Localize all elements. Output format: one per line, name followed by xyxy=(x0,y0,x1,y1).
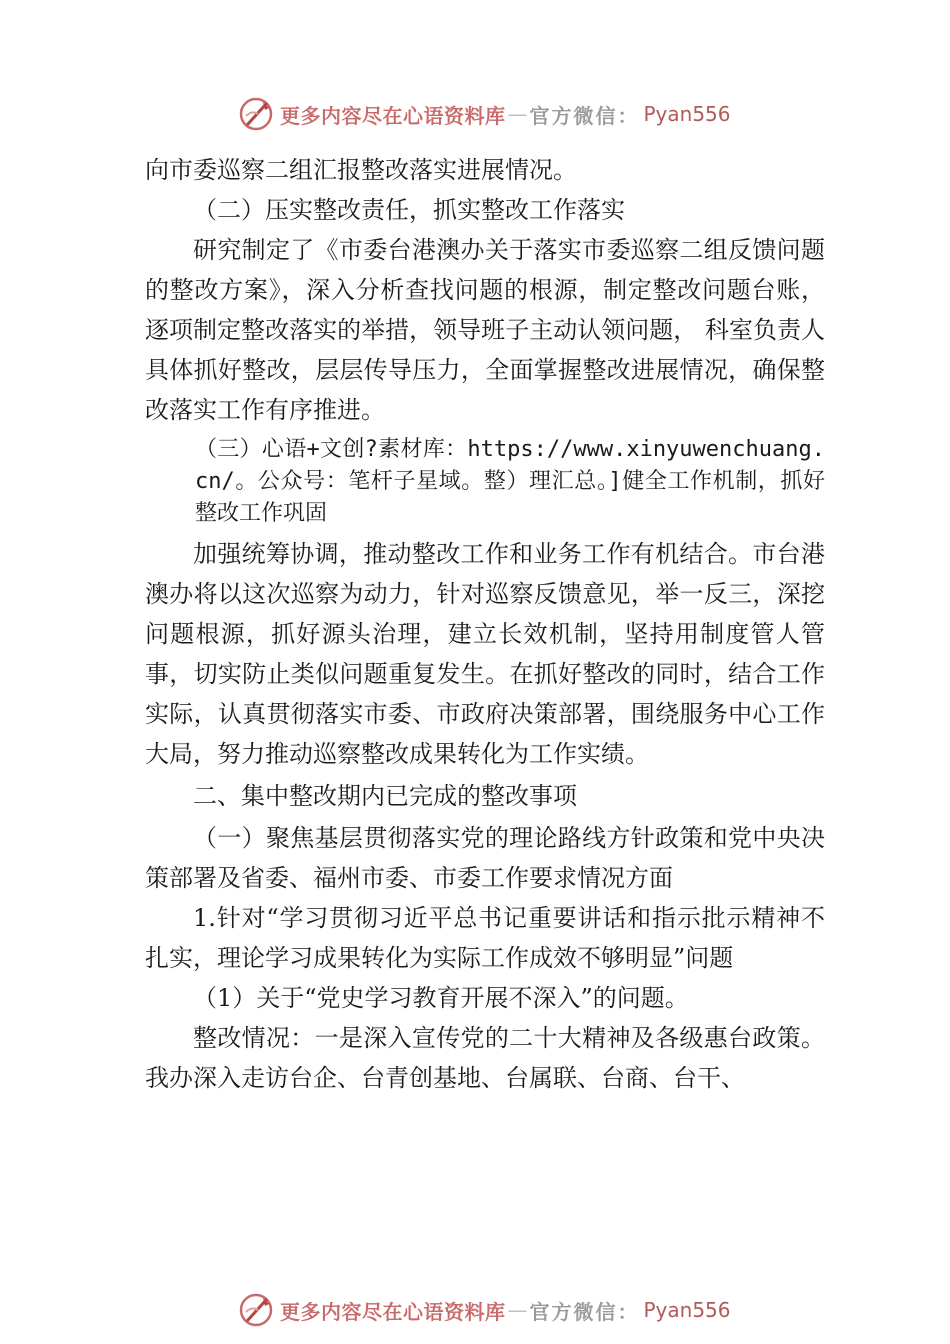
paragraph-5: 加强统筹协调，推动整改工作和业务工作有机结合。市台港澳办将以这次巡察为动力，针对巡察反馈意见，举一反三，深挖问题根源，抓好源头治理，建立长效机制，坚持用制度管人管事，切实防止类似问题重复发生。在抓好整改的同时，结合工作实际，认真贯彻落实市委、市政府决策部署，围绕服务中心工作大局，努力推动巡察整改成果转化为工作实绩。 xyxy=(145,540,825,768)
footer-banner xyxy=(236,1290,731,1330)
footer-brand-text: 更多内容尽在心语资料库 xyxy=(280,1299,506,1324)
item-1: 1.针对“学习贯彻习近平总书记重要讲话和指示批示精神不扎实，理论学习成果转化为实际工作成效不够明显”问题 xyxy=(145,904,825,972)
header-dash: — xyxy=(507,102,528,126)
subheading-1: （一）聚焦基层贯彻落实党的理论路线方针政策和党中央决策部署及省委、福州市委、市委工作要求情况方面 xyxy=(145,824,825,892)
rectification-paragraph: 整改情况：一是深入宣传党的二十大精神及各级惠台政策。我办深入走访台企、台青创基地、台属联、台商、台干、 xyxy=(145,1024,825,1092)
header-banner xyxy=(236,94,731,134)
pen-logo-icon xyxy=(236,94,276,134)
heading-2: （二）压实整改责任，抓实整改工作落实 xyxy=(193,196,625,224)
paragraph-3: 研究制定了《市委台港澳办关于落实市委巡察二组反馈问题的整改方案》，深入分析查找问题的根源，制定整改问题台账，逐项制定整改落实的举措，领导班子主动认领问题， 科室负责人具体抓好整改，层层传导压力，全面掌握整改进展情况，确保整改落实工作有序推进。 xyxy=(145,236,825,424)
header-brand-text: 更多内容尽在心语资料库 xyxy=(280,103,506,128)
footer-dash: — xyxy=(507,1298,528,1322)
paragraph-1: 向市委巡察二组汇报整改落实进展情况。 xyxy=(145,156,577,184)
footer-official-label: 官方微信： xyxy=(529,1299,640,1324)
document-body xyxy=(145,150,825,1098)
heading-3-with-url: （三）心语+文创?素材库：https://www.xinyuwenchuang.cn/。公众号：笔杆子星域。整）理汇总。]健全工作机制，抓好整改工作巩固 xyxy=(195,437,825,526)
header-wechat-id: Pyan556 xyxy=(643,102,731,126)
item-1-1: （1）关于“党史学习教育开展不深入”的问题。 xyxy=(193,984,689,1012)
section-heading-2: 二、集中整改期内已完成的整改事项 xyxy=(193,782,577,810)
header-official-label: 官方微信： xyxy=(529,103,640,128)
pen-logo-icon xyxy=(236,1290,276,1330)
footer-wechat-id: Pyan556 xyxy=(643,1298,731,1322)
